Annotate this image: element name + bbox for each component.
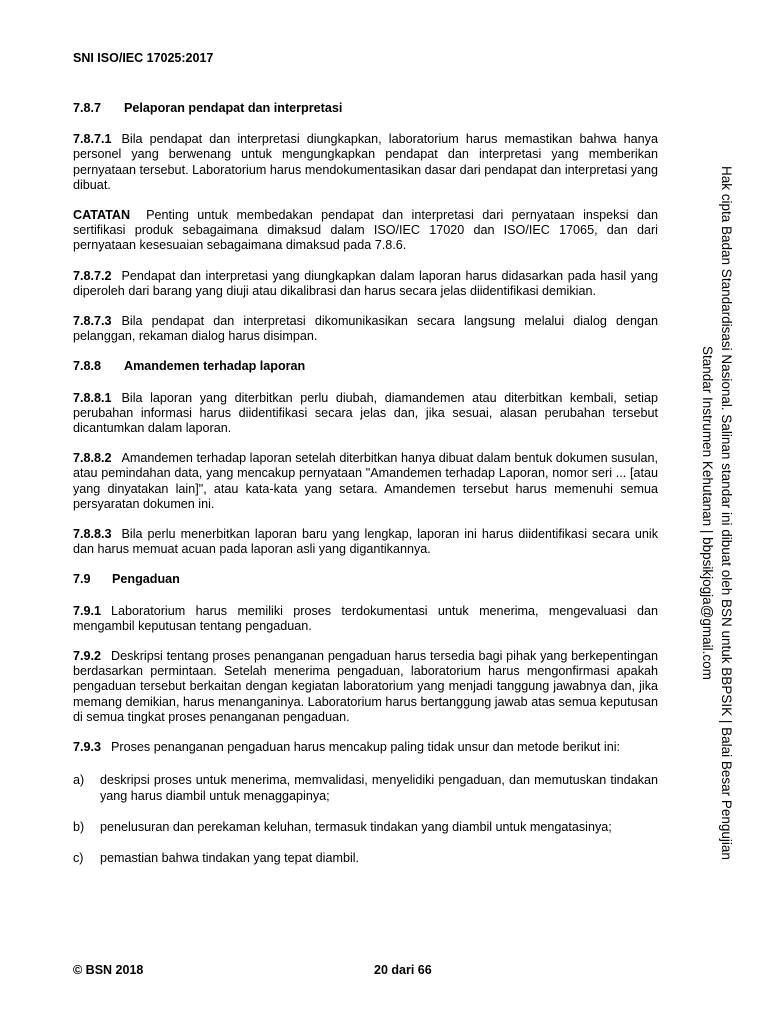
clause-7-8-8-2 xyxy=(73,451,658,512)
clause-7-9-3 xyxy=(73,740,658,755)
section-number: 7.8.7 xyxy=(73,101,102,115)
document-body xyxy=(73,101,658,882)
section-number: 7.9 xyxy=(73,572,91,587)
watermark-line-2: Standar Instrumen Kehutanan | bbpsikjogja@gmail.com xyxy=(700,346,715,680)
note-text: Penting untuk membedakan pendapat dan interpretasi dari pernyataan inspeksi dan sertifikasi produk sebagaimana dimaksud dalam ISO/IEC 17020 dan ISO/IEC 17065, dan dari pernyataan kesesuaian sebagaimana dimaksud pada 7.8.6. xyxy=(73,208,658,253)
clause-text: Pendapat dan interpretasi yang diungkapkan dalam laporan harus didasarkan pada hasil yang diperoleh dari barang yang diuji atau dikalibrasi dan harus secara jelas diidentifikasi demikian. xyxy=(73,268,658,298)
list-marker: a) xyxy=(73,773,85,788)
list-item xyxy=(73,851,658,866)
clause-text: Bila perlu menerbitkan laporan baru yang lengkap, laporan ini harus diidentifikasi secara unik dan harus memuat acuan pada laporan asli yang digantikannya. xyxy=(73,527,658,557)
list-item xyxy=(73,820,658,835)
clause-number: 7.8.7.3 xyxy=(73,314,112,329)
list-item-text: pemastian bahwa tindakan yang tepat diambil. xyxy=(100,850,360,865)
clause-number: 7.9.2 xyxy=(73,649,102,664)
clause-number: 7.8.8.1 xyxy=(73,390,112,405)
watermark-line-1: Hak cipta Badan Standardisasi Nasional. Salinan standar ini dibuat oleh BSN untuk BBPSIK | Balai Besar Pengujian xyxy=(719,166,734,860)
requirements-list xyxy=(73,773,658,866)
list-item xyxy=(73,773,658,803)
clause-number: 7.8.8.2 xyxy=(73,451,112,466)
clause-7-8-8-3 xyxy=(73,527,658,557)
section-title: Amandemen terhadap laporan xyxy=(124,359,306,374)
clause-text: Bila laporan yang diterbitkan perlu diubah, diamandemen atau diterbitkan kembali, setiap perubahan informasi harus diidentifikasi secara jelas dan, jika sesuai, alasan perubahan tersebut dicantumkan dalam laporan. xyxy=(73,390,658,436)
clause-number: 7.8.7.1 xyxy=(73,132,112,147)
section-heading-7-8-8 xyxy=(73,359,658,374)
copyright-footer: © BSN 2018 xyxy=(73,963,144,977)
clause-7-8-7-2 xyxy=(73,269,658,299)
clause-text: Amandemen terhadap laporan setelah diterbitkan hanya dibuat dalam bentuk dokumen susulan, atau pemindahan data, yang mencakup pernyataan "Amandemen terhadap Laporan, nomor seri ... [atau yang dinyatakan lain]", atau kata-kata yang setara. Amandemen tersebut harus memenuhi semua persyaratan dokumen ini. xyxy=(73,451,658,511)
clause-number: 7.9.3 xyxy=(73,740,102,755)
page-number: 20 dari 66 xyxy=(374,963,432,977)
section-title: Pengaduan xyxy=(112,572,180,587)
section-heading-7-8-7 xyxy=(73,101,658,116)
note-label: CATATAN xyxy=(73,208,131,223)
list-marker: b) xyxy=(73,819,85,834)
clause-text: Bila pendapat dan interpretasi dikomunikasikan secara langsung melalui dialog dengan pelanggan, rekaman dialog harus disimpan. xyxy=(73,314,658,344)
clause-7-9-2 xyxy=(73,649,658,725)
clause-number: 7.8.7.2 xyxy=(73,268,112,283)
clause-7-8-7-1 xyxy=(73,132,658,193)
clause-number: 7.9.1 xyxy=(73,603,102,618)
clause-7-8-8-1 xyxy=(73,391,658,437)
clause-7-8-7-3 xyxy=(73,314,658,344)
note-catatan xyxy=(73,208,658,254)
clause-number: 7.8.8.3 xyxy=(73,527,112,542)
list-item-text: penelusuran dan perekaman keluhan, termasuk tindakan yang diambil untuk mengatasinya; xyxy=(100,819,612,834)
section-number: 7.8.8 xyxy=(73,359,102,374)
list-marker: c) xyxy=(73,850,84,865)
list-item-text: deskripsi proses untuk menerima, memvalidasi, menyelidiki pengaduan, dan memutuskan tindakan yang harus diambil untuk menaggapinya; xyxy=(100,773,658,803)
clause-text: Bila pendapat dan interpretasi diungkapkan, laboratorium harus memastikan bahwa hanya personel yang berwenang untuk mengungkapkan pendapat dan interpretasi yang memberikan pernyataan tersebut. Laboratorium harus mendokumentasikan dasar dari pendapat dan interpretasi yang dibuat. xyxy=(73,132,658,192)
section-heading-7-9 xyxy=(73,572,658,587)
clause-text: Laboratorium harus memiliki proses terdokumentasi untuk menerima, mengevaluasi dan mengambil keputusan tentang pengaduan. xyxy=(73,603,658,633)
section-title: Pelaporan pendapat dan interpretasi xyxy=(124,101,343,115)
copyright-watermark xyxy=(698,166,736,860)
clause-text: Proses penanganan pengaduan harus mencakup paling tidak unsur dan metode berikut ini: xyxy=(111,740,621,755)
clause-text: Deskripsi tentang proses penanganan pengaduan harus tersedia bagi pihak yang berkepentingan berdasarkan permintaan. Setelah menerima pengaduan, laboratorium harus mengonfirmasi apakah pengaduan tersebut berkaitan dengan kegiatan laboratorium yang menjadi tanggung jawabnya dan, jika memang demikian, harus menanganinya. Laboratorium harus bertanggung jawab atas semua keputusan di semua tingkat proses penanganan pengaduan. xyxy=(73,649,658,724)
document-header: SNI ISO/IEC 17025:2017 xyxy=(73,51,214,65)
clause-7-9-1 xyxy=(73,604,658,634)
